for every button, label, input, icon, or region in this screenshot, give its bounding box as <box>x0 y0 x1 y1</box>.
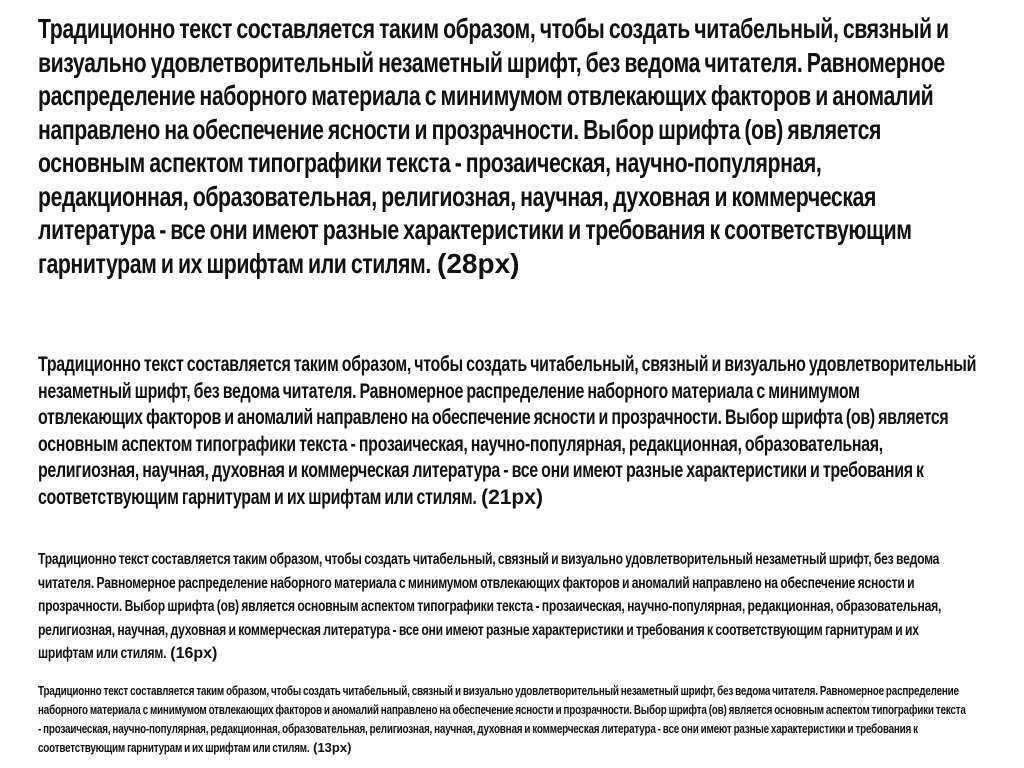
specimen-line: отвлекающих факторов и аномалий направлено на обеспечение ясности и прозрачности. Выбор шрифта (ов) является <box>38 406 949 429</box>
size-label: (28px) <box>436 247 520 279</box>
specimen-line: Традиционно текст составляется таким образом, чтобы создать читабельный, связный и визуально удовлетворительный незаметный шрифт, без ведома <box>38 551 940 568</box>
specimen-last-line <box>38 485 1003 512</box>
size-label: (21px) <box>481 485 544 509</box>
specimen-line: литература - все они имеют разные характеристики и требования к соответствующим <box>38 214 912 245</box>
specimen-paragraph-13px <box>38 681 1011 757</box>
specimen-line-text: соответствующим гарнитурам и их шрифтам или стилям. <box>38 740 310 755</box>
specimen-line: Традиционно текст составляется таким образом, чтобы создать читабельный, связный и визуально удовлетворительный незаметный шрифт, без ведома читателя. Равномерное распределение <box>38 683 959 698</box>
specimen-line: Традиционно текст составляется таким образом, чтобы создать читабельный, связный и визуально удовлетворительный <box>38 353 977 376</box>
specimen-line: основным аспектом типографики текста - прозаическая, научно-популярная, <box>38 147 822 178</box>
specimen-paragraph-16px <box>38 548 1018 666</box>
specimen-last-line <box>38 247 973 281</box>
specimen-line: религиозная, научная, духовная и коммерческая литература - все они имеют разные характеристики и требования к соответствующим гарнитурам и их <box>38 621 919 639</box>
specimen-line-text: шрифтам или стилям. <box>38 645 167 662</box>
specimen-line: направлено на обеспечение ясности и прозрачности. Выбор шрифта (ов) является <box>38 113 882 145</box>
size-label: (13px) <box>313 740 352 755</box>
specimen-line: визуально удовлетворительный незаметный шрифт, без ведома читателя. Равномерное <box>38 46 945 78</box>
specimen-line: прозрачности. Выбор шрифта (ов) является основным аспектом типографики текста - прозаическая, научно-популярная, редакционная, образовательная, <box>38 598 942 615</box>
specimen-line: - прозаическая, научно-популярная, редакционная, образовательная, религиозная, научная, духовная и коммерческая литература - все они имеют разные характеристики и требования к <box>38 721 918 736</box>
specimen-line: наборного материала с минимумом отвлекающих факторов и аномалий направлено на обеспечение ясности и прозрачности. Выбор шрифта (ов) является основным аспектом типографики текста <box>38 702 966 717</box>
specimen-line: распределение наборного материала с минимумом отвлекающих факторов и аномалий <box>38 80 934 111</box>
specimen-line-text: гарнитурам и их шрифтам или стилям. <box>38 247 431 279</box>
size-label: (16px) <box>170 645 218 662</box>
specimen-line: читателя. Равномерное распределение наборного материала с минимумом отвлекающих факторов и аномалий направлено на обеспечение ясности и <box>38 574 915 592</box>
specimen-line-text: соответствующим гарнитурам и их шрифтам или стилям. <box>38 485 477 509</box>
specimen-last-line <box>38 642 1018 666</box>
specimen-line: религиозная, научная, духовная и коммерческая литература - все они имеют разные характеристики и требования к <box>38 459 924 482</box>
specimen-line: редакционная, образовательная, религиозная, научная, духовная и коммерческая <box>38 180 876 212</box>
specimen-line: основным аспектом типографики текста - прозаическая, научно-популярная, редакционная, образовательная, <box>38 432 883 456</box>
specimen-paragraph-28px <box>38 12 973 280</box>
specimen-paragraph-21px <box>38 352 1003 511</box>
specimen-line: незаметный шрифт, без ведома читателя. Равномерное распределение наборного материала с минимумом <box>38 379 860 403</box>
specimen-line: Традиционно текст составляется таким образом, чтобы создать читабельный, связный и <box>38 13 949 44</box>
specimen-last-line <box>38 738 1011 757</box>
